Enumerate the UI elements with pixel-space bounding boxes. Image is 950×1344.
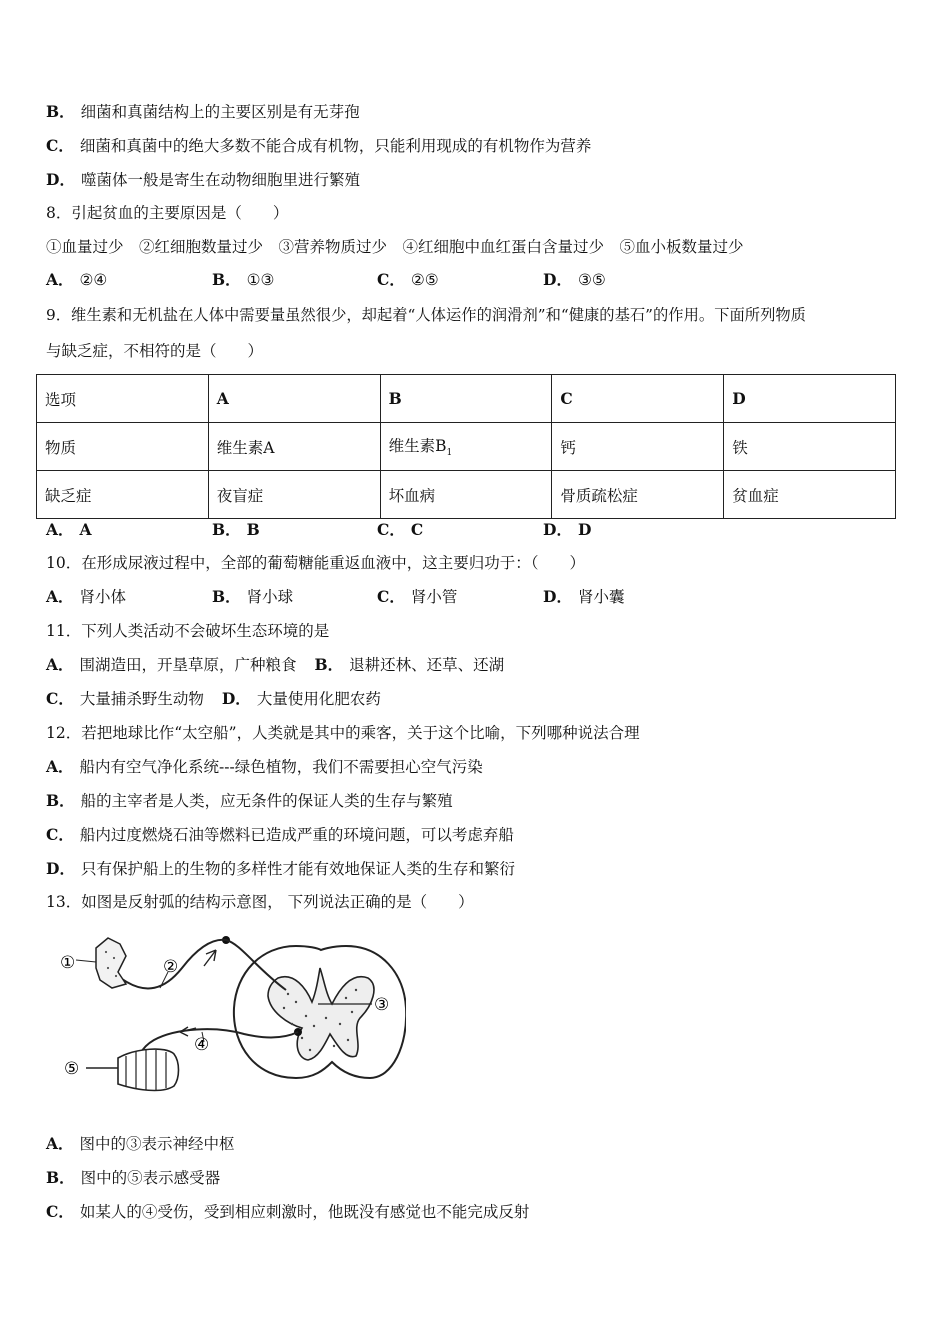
q11-stem: 11．下列人类活动不会破坏生态环境的是	[46, 622, 330, 640]
q10-option-b: B． 肾小球	[212, 587, 294, 606]
q9-option-a: A． A	[46, 520, 92, 539]
effector	[86, 1049, 179, 1090]
q9-option-c: C． C	[377, 520, 424, 539]
q8-items: ①血量过少 ②红细胞数量过少 ③营养物质过少 ④红细胞中血红蛋白含量过少 ⑤血小板数量过少	[46, 238, 744, 256]
q7-option-b: B． 细菌和真菌结构上的主要区别是有无芽孢	[46, 102, 360, 121]
q9-stem-line2: 与缺乏症，不相符的是（ ）	[46, 342, 264, 360]
table-cell: 坏血病	[380, 471, 552, 519]
q13-option-c: C． 如某人的④受伤，受到相应刺激时，他既没有感觉也不能完成反射	[46, 1202, 530, 1221]
q11-options-ab: A． 围湖造田，开垦草原，广种粮食 B． 退耕还林、还草、还湖	[46, 655, 505, 674]
table-cell: 贫血症	[724, 471, 896, 519]
q7-option-d: D． 噬菌体一般是寄生在动物细胞里进行繁殖	[46, 170, 360, 189]
q10-stem: 10．在形成尿液过程中，全部的葡萄糖能重返血液中，这主要归功于：（ ）	[46, 554, 585, 572]
q12-option-b: B． 船的主宰者是人类，应无条件的保证人类的生存与繁殖	[46, 791, 453, 810]
q10-option-d: D． 肾小囊	[543, 587, 625, 606]
table-cell: B	[380, 375, 552, 423]
table-cell: 钙	[552, 423, 724, 471]
table-cell: D	[724, 375, 896, 423]
q9-option-d: D． D	[543, 520, 592, 539]
q10-option-a: A． 肾小体	[46, 587, 127, 606]
table-cell: A	[208, 375, 380, 423]
q12-option-a: A． 船内有空气净化系统---绿色植物，我们不需要担心空气污染	[46, 757, 483, 776]
figure-label-5: ⑤	[64, 1059, 80, 1079]
q8-option-d: D． ③⑤	[543, 270, 606, 289]
q12-option-c: C． 船内过度燃烧石油等燃料已造成严重的环境问题，可以考虑弃船	[46, 825, 514, 844]
q7-option-c: C． 细菌和真菌中的绝大多数不能合成有机物，只能利用现成的有机物作为营养	[46, 136, 592, 155]
q8-option-a: A． ②④	[46, 270, 108, 289]
table-cell: 选项	[37, 375, 209, 423]
arrow-icon	[204, 950, 216, 966]
q8-option-b: B． ①③	[212, 270, 275, 289]
q9-option-b: B． B	[212, 520, 260, 539]
table-cell: 夜盲症	[208, 471, 380, 519]
table-row	[37, 423, 896, 471]
grey-matter	[268, 968, 374, 1060]
q12-stem: 12．若把地球比作“太空船”，人类就是其中的乘客，关于这个比喻，下列哪种说法合理	[46, 724, 640, 742]
q10-option-c: C． 肾小管	[377, 587, 458, 606]
table-cell: 维生素A	[208, 423, 380, 471]
table-cell: 骨质疏松症	[552, 471, 724, 519]
q8-stem: 8．引起贫血的主要原因是（ ）	[46, 204, 289, 222]
q9-table	[36, 374, 896, 519]
figure-label-2: ②	[163, 957, 179, 977]
q11-options-cd: C． 大量捕杀野生动物 D． 大量使用化肥农药	[46, 689, 381, 708]
q13-option-b: B． 图中的⑤表示感受器	[46, 1168, 221, 1187]
table-cell: 铁	[724, 423, 896, 471]
table-cell: 缺乏症	[37, 471, 209, 519]
table-cell: 物质	[37, 423, 209, 471]
q12-option-d: D． 只有保护船上的生物的多样性才能有效地保证人类的生存和繁衍	[46, 859, 515, 878]
sensory-neuron	[118, 940, 286, 990]
table-cell: C	[552, 375, 724, 423]
label-line-1	[76, 960, 96, 962]
table-row	[37, 375, 896, 423]
receptor	[96, 938, 126, 988]
q13-stem: 13．如图是反射弧的结构示意图， 下列说法正确的是（ ）	[46, 893, 474, 911]
q13-option-a: A． 图中的③表示神经中枢	[46, 1134, 235, 1153]
reflex-arc-diagram	[56, 928, 406, 1098]
figure-label-4: ④	[194, 1035, 210, 1055]
table-row	[37, 471, 896, 519]
figure-label-3: ③	[374, 995, 390, 1015]
table-cell: 维生素$B_1$	[380, 423, 552, 471]
figure-label-1: ①	[60, 953, 76, 973]
q8-option-c: C． ②⑤	[377, 270, 439, 289]
q9-stem-line1: 9．维生素和无机盐在人体中需要量虽然很少，却起着“人体运作的润滑剂”和“健康的基石”的作用。下面所列物质	[46, 306, 806, 324]
